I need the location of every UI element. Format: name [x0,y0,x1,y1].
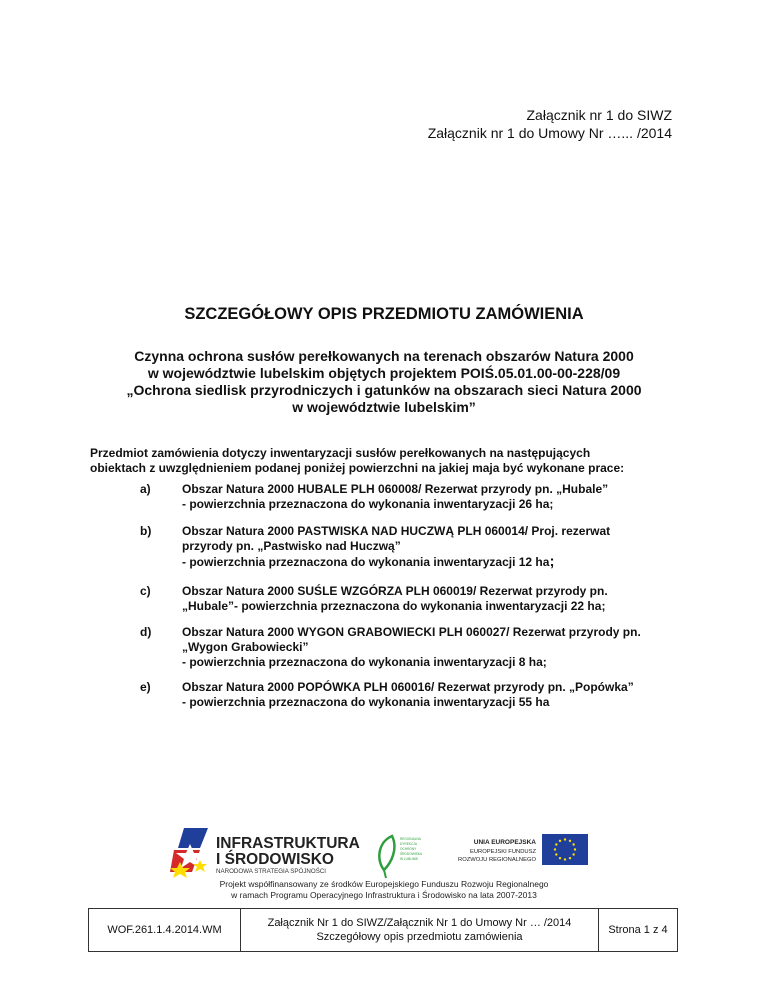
footer-mid-line: Szczegółowy opis przedmiotu zamówienia [316,931,523,943]
attachment-line-contract: Załącznik nr 1 do Umowy Nr …... /2014 [427,125,672,141]
intro-line: Przedmiot zamówienia dotyczy inwentaryzacji susłów perełkowanych na następujących [90,446,591,460]
list-item-line: Obszar Natura 2000 WYGON GRABOWIECKI PLH 060027/ Rezerwat przyrody pn. [182,625,641,639]
eu-line3: ROZWOJU REGIONALNEGO [458,857,536,863]
list-item-line: Obszar Natura 2000 HUBALE PLH 060008/ Rezerwat przyrody pn. „Hubale” [182,482,609,496]
intro-paragraph [90,446,690,476]
eu-line1: UNIA EUROPEJSKA [473,839,536,846]
subtitle-line: w województwie lubelskim” [292,399,476,415]
list-item-line: - powierzchnia przeznaczona do wykonania inwentaryzacji 55 ha [182,695,550,709]
document-title: SZCZEGÓŁOWY OPIS PRZEDMIOTU ZAMÓWIENIA [184,305,584,323]
list-item-line: Obszar Natura 2000 PASTWISKA NAD HUCZWĄ PLH 060014/ Proj. rezerwat [182,524,611,538]
eu-line2: EUROPEJSKI FUNDUSZ [469,849,536,855]
subtitle-line: w województwie lubelskim objętych projektem POIŚ.05.01.00-00-228/09 [147,365,621,381]
eu-star-icon [572,853,574,855]
eu-star-icon [555,843,557,845]
funding-line: Projekt współfinansowany ze środków Europejskiego Funduszu Rozwoju Regionalnego [219,879,549,889]
page-footer [88,908,678,952]
list-item-line: „Hubale”- powierzchnia przeznaczona do wykonania inwentaryzacji 22 ha; [182,599,606,613]
project-subtitle [80,348,688,416]
eu-star-icon [574,848,576,850]
footer-document-description [241,909,599,951]
attachment-line-siwz: Załącznik nr 1 do SIWZ [526,107,672,123]
list-item-label: e) [140,680,151,694]
list-item-label: a) [140,482,151,496]
svg-text:DYREKCJA: DYREKCJA [400,842,418,846]
eu-star-icon [559,857,561,859]
leaf-emblem-icon [379,836,423,878]
eu-star-icon [569,840,571,842]
eu-star-icon [554,848,556,850]
infra-line2: I ŚRODOWISKO [216,851,334,868]
eu-star-icon [564,858,566,860]
list-item-label: d) [140,625,152,639]
footer-reference-code: WOF.261.1.4.2014.WM [89,909,241,951]
list-item-line: - powierzchnia przeznaczona do wykonania inwentaryzacji 12 ha [182,555,550,569]
svg-text:W LUBLINIE: W LUBLINIE [400,857,419,861]
list-item-suffix: ; [549,553,555,570]
eu-flag-icon [542,834,588,865]
list-item-label: c) [140,584,151,598]
svg-text:ŚRODOWISKA: ŚRODOWISKA [400,852,422,856]
svg-text:OCHRONY: OCHRONY [400,847,417,851]
eu-star-icon [564,838,566,840]
infra-line1: INFRASTRUKTURA [216,835,360,852]
funding-line: w ramach Programu Operacyjnego Infrastruktura i Środowisko na lata 2007-2013 [231,889,537,900]
list-item-line: przyrody pn. „Pastwisko nad Huczwą” [182,539,401,553]
list-item-line: - powierzchnia przeznaczona do wykonania inwentaryzacji 8 ha; [182,655,547,669]
footer-mid-line: Załącznik Nr 1 do SIWZ/Załącznik Nr 1 do Umowy Nr … /2014 [267,917,572,929]
list-item-label: b) [140,524,152,538]
intro-line: obiektach z uwzględnieniem podanej poniżej powierzchni na jakiej maja być wykonane prace: [90,461,625,475]
infra-line3: NARODOWA STRATEGIA SPÓJNOŚCI [216,868,327,875]
funding-logos [170,826,600,886]
svg-text:REGIONALNA: REGIONALNA [400,837,421,841]
logos-graphic [170,826,600,886]
list-item-line: Obszar Natura 2000 POPÓWKA PLH 060016/ Rezerwat przyrody pn. „Popówka” [182,680,634,694]
infrastruktura-emblem-icon [170,828,208,878]
list-item-line: - powierzchnia przeznaczona do wykonania inwentaryzacji 26 ha; [182,497,554,511]
subtitle-line: „Ochrona siedlisk przyrodniczych i gatunków na obszarach sieci Natura 2000 [126,382,642,398]
eu-star-icon [569,857,571,859]
funding-note [0,879,768,900]
list-item-line: Obszar Natura 2000 SUŚLE WZGÓRZA PLH 060019/ Rezerwat przyrody pn. [182,584,608,598]
eu-star-icon [559,840,561,842]
footer-page-number: Strona 1 z 4 [608,924,668,936]
list-item-line: „Wygon Grabowiecki” [182,640,309,654]
eu-star-icon [555,853,557,855]
subtitle-line: Czynna ochrona susłów perełkowanych na terenach obszarów Natura 2000 [134,348,634,364]
eu-star-icon [572,843,574,845]
